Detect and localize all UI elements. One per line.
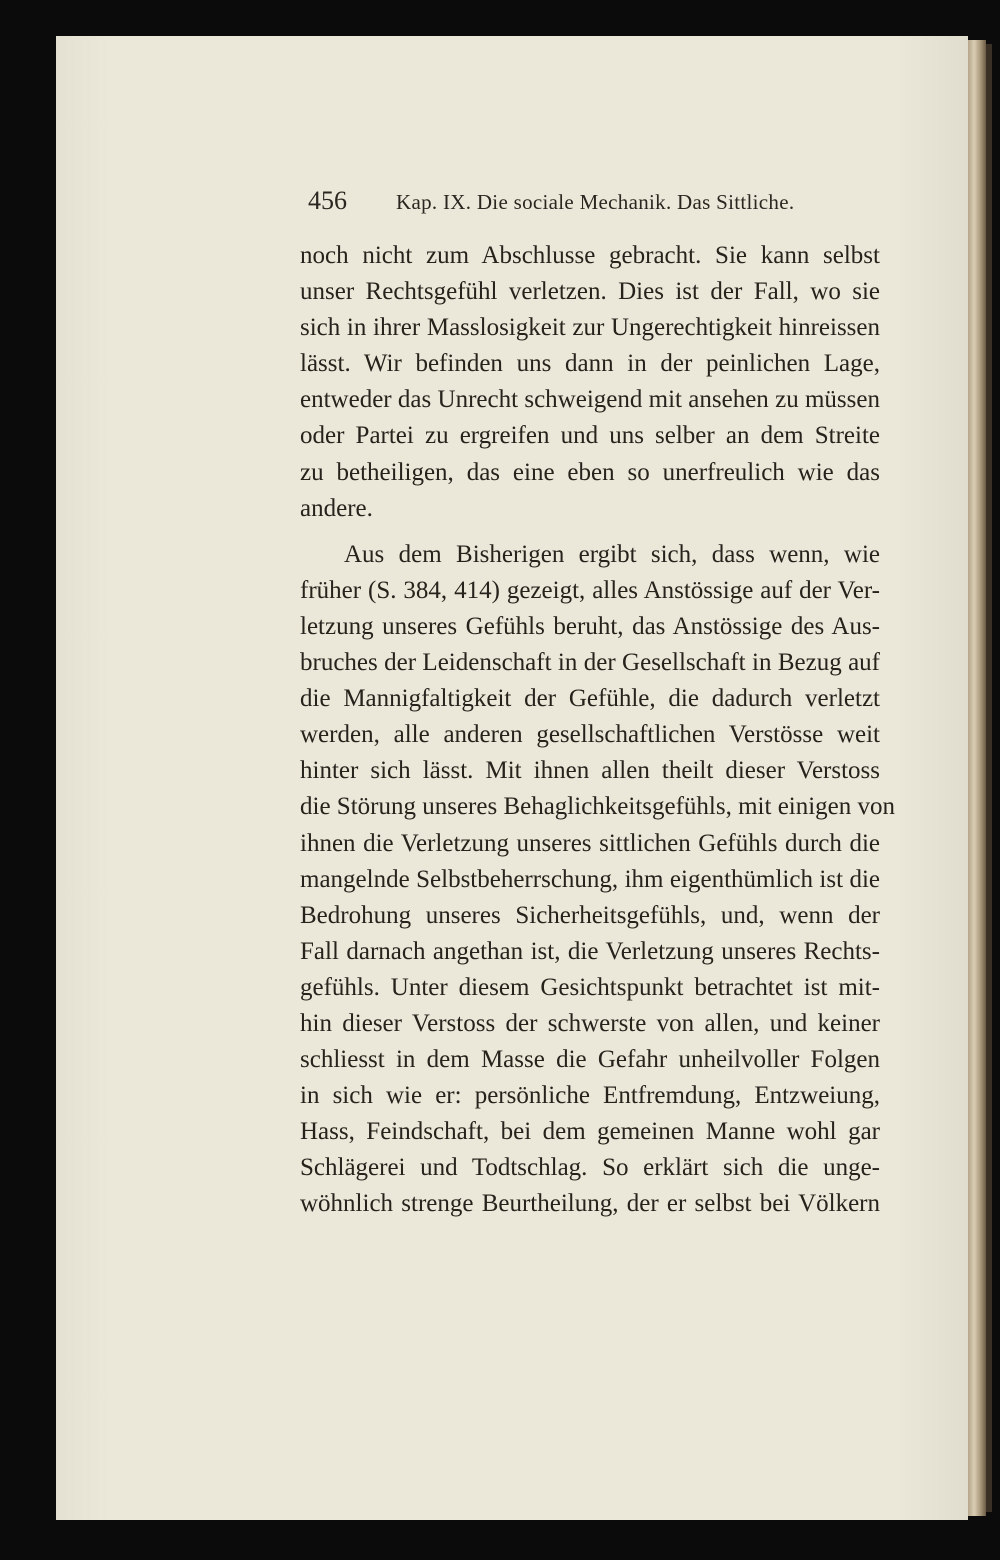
paragraph-2 [300, 537, 896, 1223]
text-line: ihnen die Verletzung unseres sittlichen Gefühls durch die [300, 829, 880, 857]
text-line: früher (S. 384, 414) gezeigt, alles Anstössige auf der Ver- [300, 576, 880, 604]
text-line: zu betheiligen, das eine eben so unerfreulich wie das [300, 458, 880, 486]
book-binding-edge [986, 44, 992, 1512]
text-line: Hass, Feindschaft, bei dem gemeinen Manne wohl gar [300, 1118, 880, 1146]
text-line: Bedrohung unseres Sicherheitsgefühls, und, wenn der [300, 901, 880, 929]
text-line: die Mannigfaltigkeit der Gefühle, die dadurch verletzt [300, 685, 880, 713]
text-line: hin dieser Verstoss der schwerste von allen, und keiner [300, 1009, 880, 1037]
text-line: die Störung unseres Behaglichkeitsgefühls, mit einigen von [300, 793, 896, 821]
page-number: 456 [308, 186, 347, 215]
page-header [308, 186, 828, 222]
text-line: letzung unseres Gefühls beruht, das Anstössige des Aus- [300, 612, 880, 640]
text-line: hinter sich lässt. Mit ihnen allen theilt dieser Verstoss [300, 757, 880, 785]
text-line: sich in ihrer Masslosigkeit zur Ungerechtigkeit hinreissen [300, 314, 880, 342]
text-line: in sich wie er: persönliche Entfremdung, Entzweiung, [300, 1082, 880, 1110]
text-line: werden, alle anderen gesellschaftlichen Verstösse weit [300, 721, 880, 749]
text-line: Schlägerei und Todtschlag. So erklärt sich die unge- [300, 1154, 880, 1182]
text-line: entweder das Unrecht schweigend mit ansehen zu müssen [300, 386, 880, 414]
text-line: gefühls. Unter diesem Gesichtspunkt betrachtet ist mit- [300, 973, 880, 1001]
text-line: schliesst in dem Masse die Gefahr unheilvoller Folgen [300, 1046, 880, 1074]
paragraph-1 [300, 238, 880, 527]
paragraph-gap [300, 527, 880, 537]
text-line: wöhnlich strenge Beurtheilung, der er selbst bei Völkern [300, 1190, 880, 1218]
page-edge [968, 40, 986, 1516]
body-text [300, 238, 896, 1223]
text-line: Fall darnach angethan ist, die Verletzung unseres Rechts- [300, 937, 880, 965]
text-line: lässt. Wir befinden uns dann in der peinlichen Lage, [300, 350, 880, 378]
text-line: mangelnde Selbstbeherrschung, ihm eigenthümlich ist die [300, 865, 880, 893]
running-head: Kap. IX. Die sociale Mechanik. Das Sittliche. [396, 190, 795, 214]
text-line: unser Rechtsgefühl verletzen. Dies ist der Fall, wo sie [300, 278, 880, 306]
text-line: oder Partei zu ergreifen und uns selber an dem Streite [300, 422, 880, 450]
text-line: andere. [300, 494, 373, 522]
text-line: Aus dem Bisherigen ergibt sich, dass wenn, wie [344, 540, 880, 568]
text-line: noch nicht zum Abschlusse gebracht. Sie kann selbst [300, 242, 880, 269]
text-line: bruches der Leidenschaft in der Gesellschaft in Bezug auf [300, 649, 880, 677]
